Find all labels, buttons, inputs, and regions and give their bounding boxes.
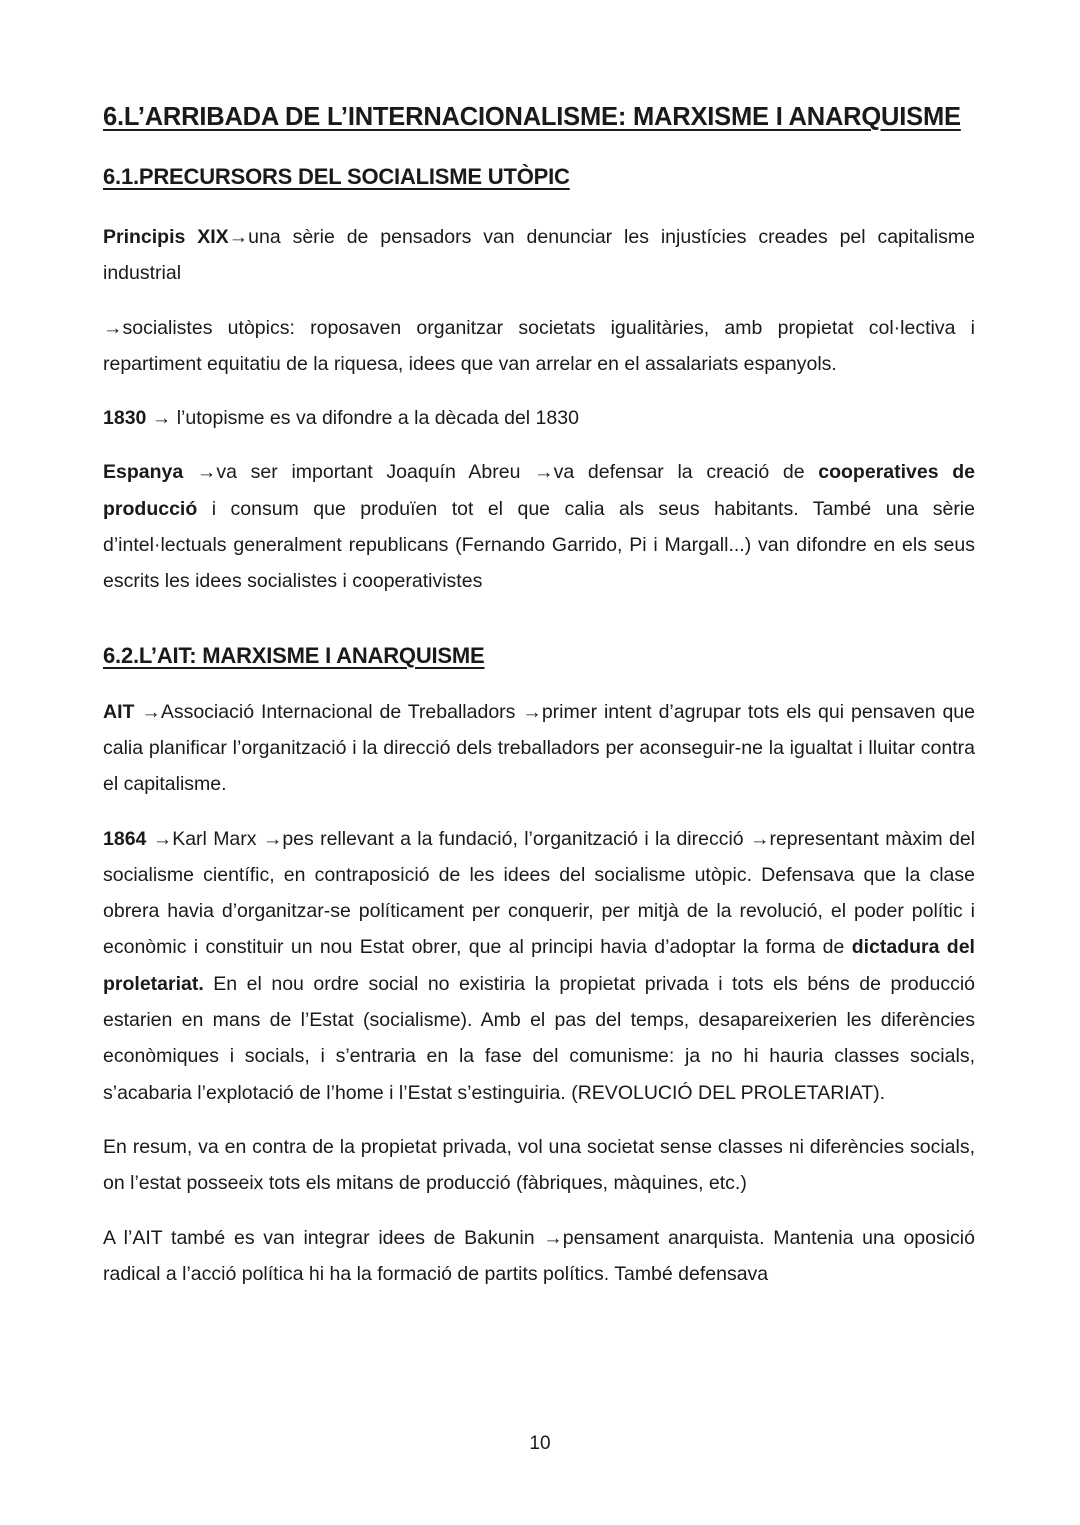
- paragraph-text: i consum que produïen tot el que calia als seus habitants. També una sèrie d’intel·lectuals generalment republicans (Fernando Garrido, Pi i Margall...) van difondre en els seus escrits les idees socialistes i cooperativistes: [103, 497, 975, 593]
- bold-term: AIT: [103, 700, 135, 723]
- paragraph-text: → l’utopisme es va difondre a la dècada del 1830: [146, 407, 579, 430]
- main-heading: 6.L’ARRIBADA DE L’INTERNACIONALISME: MARXISME I ANARQUISME: [103, 103, 961, 131]
- paragraph-socialistes-utopics: [103, 310, 975, 383]
- paragraph-text: →va ser important Joaquín Abreu →va defensar la creació de: [183, 461, 819, 484]
- bold-term: 1830: [103, 407, 147, 430]
- paragraph-en-resum: [103, 1129, 975, 1202]
- paragraph-text: En resum, va en contra de la propietat privada, vol una societat sense classes ni diferències socials, on l’estat posseeix tots els mitans de producció (fàbriques, màquines, etc.): [103, 1135, 975, 1195]
- paragraph-1830: [103, 400, 975, 436]
- paragraph-text: →socialistes utòpics: roposaven organitzar societats igualitàries, amb propietat col·lectiva i repartiment equitatiu de la riquesa, idees que van arrelar en el assalariats espanyols.: [103, 316, 975, 375]
- bold-term: 1864: [103, 827, 147, 850]
- page-content: [103, 97, 975, 1292]
- paragraph-1864-marx: [103, 821, 975, 1111]
- paragraph-bakunin: [103, 1220, 975, 1293]
- paragraph-text: →una sèrie de pensadors van denunciar les injustícies creades pel capitalisme industrial: [103, 226, 975, 285]
- paragraph-text: En el nou ordre social no existiria la propietat privada i tots els béns de producció estarien en mans de l’Estat (socialisme). Amb el pas del temps, desapareixerien les diferències econòmiques i socials, i s’entraria en la fase del comunisme: ja no hi hauria classes socials, s’acabaria l’explotació de l’home i l’Estat s’estinguiria. (REVOLUCIÓ DEL PROLETARIAT).: [103, 972, 975, 1104]
- bold-term: dictadura del proletariat.: [103, 936, 975, 995]
- paragraph-text: →Associació Internacional de Treballadors →primer intent d’agrupar tots els qui pensaven que calia planificar l’organització i la direcció dels treballadors per aconseguir-ne la igualtat i lluitar contra el capitalisme.: [103, 700, 975, 796]
- paragraph-principis: [103, 219, 975, 292]
- page-number: 10: [529, 1433, 551, 1454]
- paragraph-ait: [103, 694, 975, 803]
- paragraph-text: →Karl Marx →pes rellevant a la fundació, l’organització i la direcció →representant màxim del socialisme científic, en contraposició de les idees del socialisme utòpic. Defensava que la clase obrera havia d’organitzar-se políticament per conquerir, per mitjà de la revolució, el poder polític i econòmic i constituir un nou Estat obrer, que al principi havia d’adoptar la forma de: [103, 827, 975, 959]
- bold-term: Espanya: [103, 461, 184, 484]
- bold-term: cooperatives de producció: [103, 461, 976, 520]
- bold-term: Principis XIX: [103, 226, 229, 248]
- paragraph-text: A l’AIT també es van integrar idees de Bakunin →pensament anarquista. Mantenia una oposició radical a l’acció política hi ha la formació de partits polítics. També defensava: [103, 1226, 975, 1285]
- paragraph-espanya: [103, 454, 975, 599]
- section-heading-ait: 6.2.L’AIT: MARXISME I ANARQUISME: [103, 642, 485, 668]
- section-heading-precursors: 6.1.PRECURSORS DEL SOCIALISME UTÒPIC: [103, 164, 570, 189]
